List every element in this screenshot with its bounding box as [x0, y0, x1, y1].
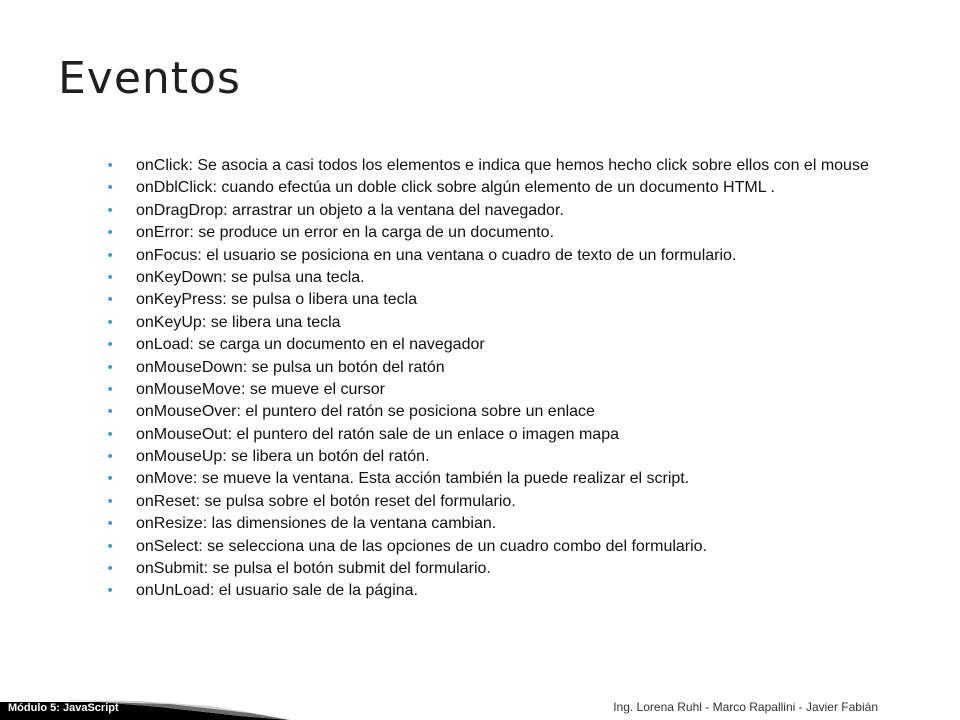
- list-item: [102, 560, 892, 578]
- list-item-text: onSelect: se selecciona una de las opciones de un cuadro combo del formulario.: [136, 537, 708, 555]
- list-item: [102, 314, 892, 332]
- bullet-dot-icon: •: [106, 493, 115, 510]
- bullet-dot-icon: •: [106, 561, 115, 578]
- list-item: [102, 179, 892, 197]
- list-item-text: onUnLoad: el usuario sale de la página.: [136, 582, 418, 600]
- list-item-text: onError: se produce un error en la carga de un documento.: [136, 224, 555, 242]
- list-item-text: onKeyDown: se pulsa una tecla.: [136, 268, 365, 286]
- bullet-list: [102, 157, 892, 605]
- bullet-dot-icon: •: [106, 180, 115, 197]
- footer-authors: Ing. Lorena Ruhl - Marco Rapallini - Javier Fabián: [613, 700, 878, 714]
- list-item-text: onReset: se pulsa sobre el botón reset del formulario.: [136, 492, 516, 510]
- list-item-text: onKeyUp: se libera una tecla: [136, 313, 341, 331]
- slide-title: Eventos: [58, 53, 241, 104]
- list-item: [102, 157, 892, 175]
- list-item: [102, 515, 892, 533]
- list-item: [102, 426, 892, 444]
- list-item: [102, 247, 892, 265]
- list-item-text: onMouseMove: se mueve el cursor: [136, 380, 385, 398]
- bullet-dot-icon: •: [106, 292, 115, 309]
- bullet-dot-icon: •: [106, 314, 115, 331]
- list-item-text: onLoad: se carga un documento en el navegador: [136, 336, 485, 354]
- bullet-dot-icon: •: [106, 381, 115, 398]
- list-item-text: onMouseDown: se pulsa un botón del ratón: [136, 358, 445, 376]
- bullet-dot-icon: •: [106, 337, 115, 354]
- list-item-text: onResize: las dimensiones de la ventana cambian.: [136, 515, 497, 533]
- list-item: [102, 359, 892, 377]
- list-item-text: onMouseUp: se libera un botón del ratón.: [136, 448, 430, 466]
- bullet-dot-icon: •: [106, 471, 115, 488]
- list-item-text: onDragDrop: arrastrar un objeto a la ventana del navegador.: [136, 201, 564, 219]
- list-item: [102, 470, 892, 488]
- bullet-dot-icon: •: [106, 225, 115, 242]
- list-item-text: onClick: Se asocia a casi todos los elementos e indica que hemos hecho click sobre ellos con el mouse: [136, 157, 869, 174]
- list-item-text: onMove: se mueve la ventana. Esta acción también la puede realizar el script.: [136, 470, 690, 488]
- list-item-text: onMouseOver: el puntero del ratón se posiciona sobre un enlace: [136, 403, 595, 421]
- list-item: [102, 381, 892, 399]
- list-item-text: onKeyPress: se pulsa o libera una tecla: [136, 291, 418, 309]
- footer-module-label: Módulo 5: JavaScript: [8, 702, 119, 714]
- bullet-dot-icon: •: [106, 583, 115, 600]
- list-item-text: onSubmit: se pulsa el botón submit del formulario.: [136, 560, 491, 578]
- bullet-dot-icon: •: [106, 538, 115, 555]
- list-item-text: onMouseOut: el puntero del ratón sale de un enlace o imagen mapa: [136, 425, 619, 443]
- list-item-text: onDblClick: cuando efectúa un doble click sobre algún elemento de un documento HTML .: [136, 179, 775, 197]
- list-item: [102, 202, 892, 220]
- bullet-dot-icon: •: [106, 426, 115, 443]
- list-item-text: onFocus: el usuario se posiciona en una ventana o cuadro de texto de un formulario.: [136, 246, 737, 264]
- bullet-dot-icon: •: [106, 202, 115, 219]
- bullet-dot-icon: •: [106, 269, 115, 286]
- bullet-dot-icon: •: [106, 404, 115, 421]
- bullet-dot-icon: •: [106, 449, 115, 466]
- bullet-dot-icon: •: [106, 158, 115, 174]
- list-item: [102, 403, 892, 421]
- list-item: [102, 291, 892, 309]
- list-item: [102, 448, 892, 466]
- list-item: [102, 336, 892, 354]
- list-item: [102, 269, 892, 287]
- list-item: [102, 224, 892, 242]
- list-item: [102, 493, 892, 511]
- list-item: [102, 582, 892, 600]
- list-item: [102, 538, 892, 556]
- bullet-dot-icon: •: [106, 247, 115, 264]
- bullet-dot-icon: •: [106, 516, 115, 533]
- bullet-dot-icon: •: [106, 359, 115, 376]
